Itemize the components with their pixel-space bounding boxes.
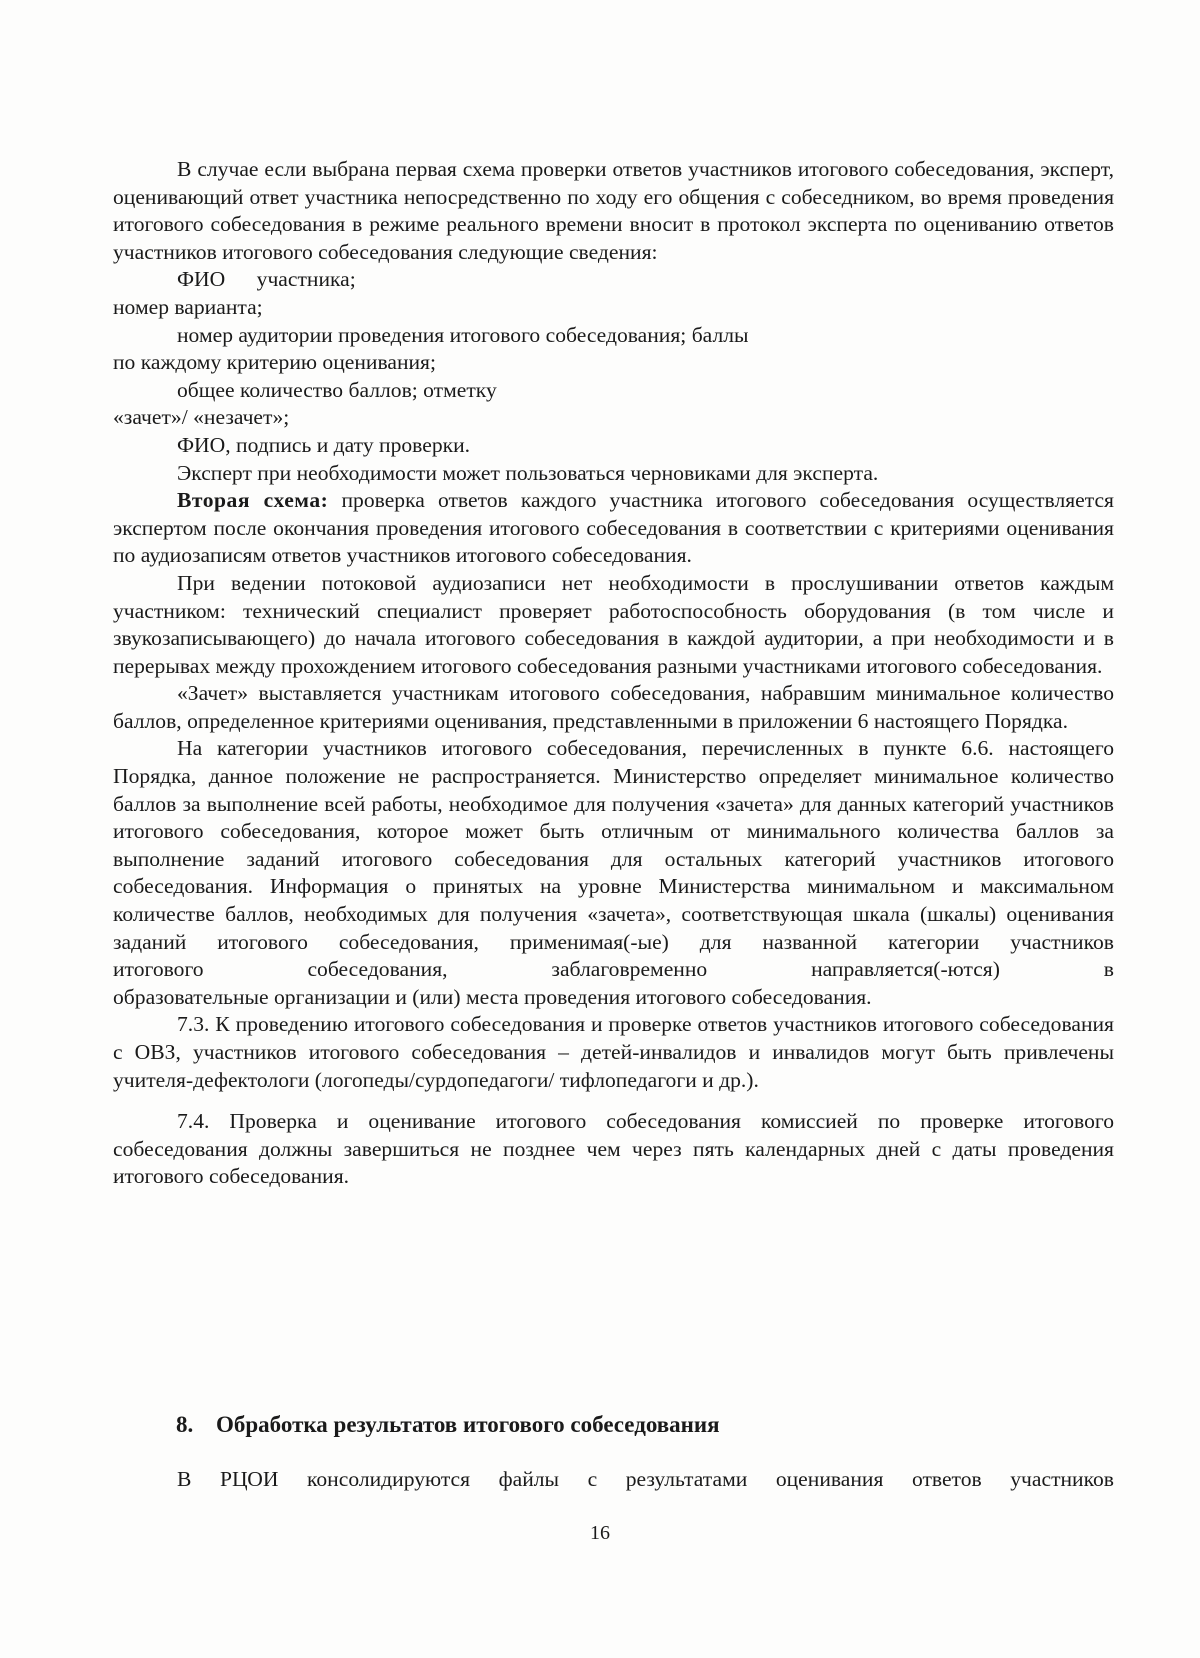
section-title: Обработка результатов итогового собеседования xyxy=(216,1412,720,1437)
paragraph-first-scheme: В случае если выбрана первая схема проверки ответов участников итогового собеседования, эксперт, оценивающий ответ участника непосредственно по ходу его общения с собеседником, во время проведения итогового собеседования в режиме реального времени вносит в протокол эксперта по оцениванию ответов участников итогового собеседования следующие сведения: xyxy=(113,157,1114,264)
paragraph-categories-line: итогового собеседования, заблаговременно направляется(-ются) в xyxy=(113,957,1114,982)
list-line-variant: номер варианта; xyxy=(113,294,263,319)
paragraph-second-scheme xyxy=(113,487,1114,570)
paragraph-pass: «Зачет» выставляется участникам итогового собеседования, набравшим минимальное количество баллов, определенное критериями оценивания, представленными в приложении 6 настоящего Порядка. xyxy=(113,681,1114,733)
list-line-fio-participant: ФИО участника; xyxy=(177,267,356,292)
paragraph-drafts: Эксперт при необходимости может пользоваться черновиками для эксперта. xyxy=(177,460,879,485)
list-line-signature: ФИО, подпись и дату проверки. xyxy=(177,432,471,457)
body-text xyxy=(113,156,1114,1191)
paragraph-7-4: 7.4. Проверка и оценивание итогового собеседования комиссией по проверке итогового собеседования должны завершиться не позднее чем через пять календарных дней с даты проведения итогового собеседования. xyxy=(113,1109,1114,1189)
paragraph-stream-recording: При ведении потоковой аудиозаписи нет необходимости в прослушивании ответов каждым участником: технический специалист проверяет работоспособность оборудования (в том числе и звукозаписывающего) до начала итогового собеседования в каждой аудитории, а при необходимости и в перерывах между прохождением итогового собеседования разными участниками итогового собеседования. xyxy=(113,570,1114,678)
paragraph-7-3: 7.3. К проведению итогового собеседования и проверке ответов участников итогового собеседования с ОВЗ, участников итогового собеседования – детей-инвалидов и инвалидов могут быть привлечены учителя-дефектологи (логопеды/сурдопедагоги/ тифлопедагоги и др.). xyxy=(113,1012,1114,1092)
paragraph-categories-end: образовательные организации и (или) места проведения итогового собеседования. xyxy=(113,984,872,1009)
second-scheme-heading: Вторая схема: xyxy=(177,488,329,513)
second-scheme-text: проверка ответов каждого участника итогового собеседования осуществляется экспертом после окончания проведения итогового собеседования в соответствии с критериями оценивания по аудиозаписям ответов участников итогового собеседования. xyxy=(113,488,1114,568)
section-number: 8. xyxy=(176,1412,194,1437)
list-line-total: общее количество баллов; отметку xyxy=(177,377,497,402)
page-number: 16 xyxy=(590,1522,610,1544)
list-line-mark: «зачет»/ «незачет»; xyxy=(113,405,290,430)
paragraph-categories: На категории участников итогового собеседования, перечисленных в пункте 6.6. настоящего Порядка, данное положение не распространяется. Министерство определяет минимальное количество баллов за выполнение всей работы, необходимое для получения «зачета» для данных категорий участников итогового собеседования, которое может быть отличным от минимального количества баллов за выполнение заданий итогового собеседования для остальных категорий участников итогового собеседования. Информация о принятых на уровне Министерства минимальном и максимальном количестве баллов, необходимых для получения «зачета», соответствующая шкала (шкалы) оценивания заданий итогового собеседования, применимая(-ые) для названной категории участников xyxy=(113,736,1114,954)
section-heading xyxy=(176,1412,720,1438)
list-line-room: номер аудитории проведения итогового собеседования; баллы xyxy=(177,322,749,347)
paragraph-rcoi: В РЦОИ консолидируются файлы с результатами оценивания ответов участников xyxy=(177,1467,1114,1491)
list-line-criteria: по каждому критерию оценивания; xyxy=(113,350,436,375)
